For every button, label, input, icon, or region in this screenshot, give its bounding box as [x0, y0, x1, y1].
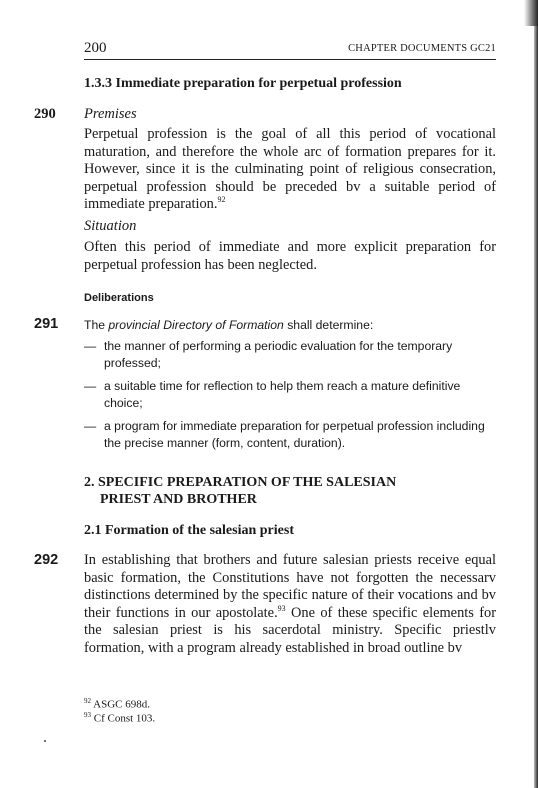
bullet-item — [84, 378, 496, 412]
running-title: CHAPTER DOCUMENTS GC21 — [348, 43, 496, 54]
dash-bullet-icon: — — [84, 339, 97, 353]
bullet-text: the manner of performing a periodic evaluation for the temporary professed; — [104, 339, 453, 370]
footnote-ref-92: 92 — [217, 195, 226, 205]
section-title-line-2: PRIEST AND BROTHER — [100, 492, 257, 507]
footnote-93: $^{93}$ Cf Const 103. — [84, 711, 156, 725]
bullet-text: a suitable time for reflection to help them reach a mature definitive choice; — [104, 379, 461, 410]
deliberations-intro: The provincial Directory of Formation shall determine: — [84, 318, 374, 332]
deliberations-label: Deliberations — [84, 292, 154, 304]
section-title-2 — [84, 474, 496, 508]
section-title-line-1: 2. SPECIFIC PREPARATION OF THE SALESIAN — [84, 475, 397, 490]
dash-bullet-icon: — — [84, 419, 97, 433]
dash-bullet-icon: — — [84, 379, 97, 393]
page-corner-shadow — [524, 0, 538, 26]
footnote-92: $^{92}$ ASGC 698d. — [84, 697, 150, 711]
running-header — [84, 40, 496, 60]
scan-speck — [44, 740, 46, 742]
section-heading-1-3-3: 1.3.3 Immediate preparation for perpetual profession — [84, 76, 402, 91]
footnote-ref-93: 93 — [277, 603, 286, 613]
bullet-text: a program for immediate preparation for perpetual profession including the precise manner (form, content, duration). — [104, 419, 485, 450]
bullet-item — [84, 418, 496, 452]
premises-paragraph — [84, 126, 496, 214]
sub-heading-2-1: 2.1 Formation of the salesian priest — [84, 523, 294, 538]
directory-of-formation-italic: provincial Directory of Formation — [108, 318, 284, 332]
situation-paragraph: Often this period of immediate and more explicit preparation for perpetual profession has been neglected. — [84, 239, 496, 273]
bullet-item — [84, 338, 496, 372]
situation-label: Situation — [84, 218, 137, 234]
premises-label: Premises — [84, 106, 137, 122]
page-edge-shadow — [534, 0, 538, 788]
page-number: 200 — [84, 40, 107, 56]
margin-number-290: 290 — [34, 106, 56, 122]
margin-number-291: 291 — [34, 316, 59, 332]
margin-number-292: 292 — [34, 552, 59, 568]
priest-formation-paragraph: In establishing that brothers and future salesian priests receive equal basic formation, the Constitutions have not forgotten the necessarv distinctions determined by the specific nature of their vocations and bv their functions in our apostolate.$^{93}$ One of these specific elements for the salesian priest is his sacerdotal ministry. Specific priestlv formation, with a program already established in broad outline bv — [84, 552, 496, 656]
premises-text: Perpetual profession is the goal of all this period of vocational maturation, and therefore the whole arc of formation prepares for it. However, since it is the culminating point of religious consecration, perpetual profession should be preceded bv a suitable period of immediate preparation. — [84, 126, 496, 212]
